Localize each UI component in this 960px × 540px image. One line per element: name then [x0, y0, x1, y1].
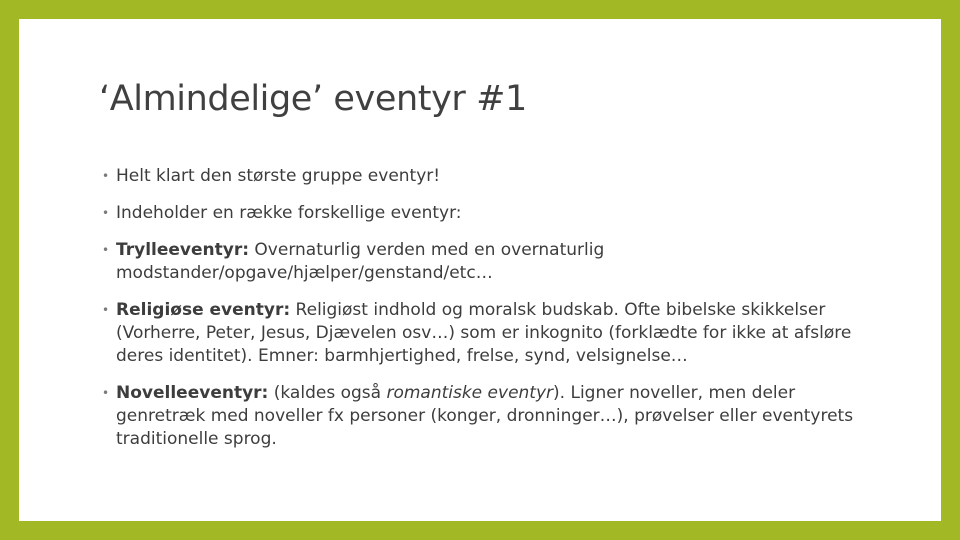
bullet-item	[102, 202, 872, 225]
bullet-italic-term: romantiske eventyr	[386, 383, 554, 403]
bullet-item	[102, 382, 872, 451]
bullet-text: Indeholder en række forskellige eventyr:	[116, 203, 462, 223]
bullet-term: Novelleeventyr:	[116, 383, 269, 403]
bullet-item	[102, 299, 872, 368]
bullet-dot-icon: •	[102, 243, 110, 257]
bullet-item	[102, 239, 872, 285]
bullet-dot-icon: •	[102, 386, 110, 400]
bullet-term: Trylleeventyr:	[116, 240, 250, 260]
slide-title: ‘Almindelige’ eventyr #1	[99, 79, 527, 119]
bullet-text: ). Ligner noveller, men deler genretræk med noveller fx personer (konger, dronninger…), prøvelser eller eventyrets traditionelle sprog.	[116, 383, 854, 449]
slide	[19, 19, 941, 521]
bullet-dot-icon: •	[102, 169, 110, 183]
bullet-text: Helt klart den største gruppe eventyr!	[116, 166, 441, 186]
bullet-text: Religiøst indhold og moralsk budskab. Ofte bibelske skikkelser (Vorherre, Peter, Jesus, Djævelen osv…) som er inkognito (forklædte for ikke at afsløre deres identitet). Emner: barmhjertighed, frelse, synd, velsignelse…	[116, 300, 852, 366]
bullet-text: (kaldes også	[268, 383, 387, 403]
bullet-text: Overnaturlig verden med en overnaturlig modstander/opgave/hjælper/genstand/etc…	[116, 240, 605, 283]
bullet-dot-icon: •	[102, 303, 110, 317]
bullet-item	[102, 165, 872, 188]
bullet-list	[102, 165, 872, 465]
bullet-term: Religiøse eventyr:	[116, 300, 291, 320]
bullet-dot-icon: •	[102, 206, 110, 220]
